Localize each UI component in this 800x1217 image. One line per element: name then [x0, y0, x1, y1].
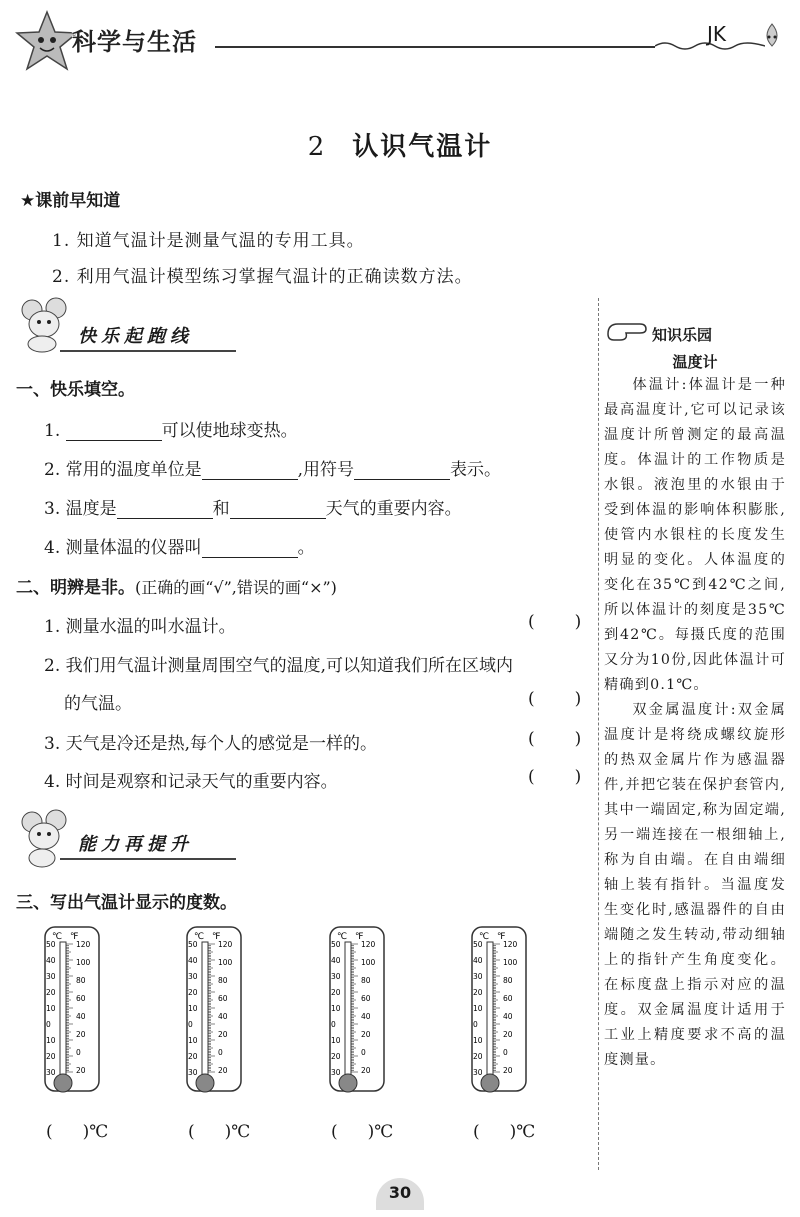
question-text: 3. 温度是 — [44, 499, 117, 519]
drop-mascot-icon — [760, 22, 784, 50]
sidebar-paragraph: 双金属温度计:双金属温度计是将绕成螺纹旋形的热双金属片作为感温器件,并把它装在保护套管内,其中一端固定,称为固定端,另一端连接在一根细轴上,称为自由端。在自由端细轴上装有指针。当温度发生变化时,感温器件的自由端随之发生转动,带动细轴上的指针产生角度变化。在标度盘上指示对应的温度。双金属温度计适用于工业上精度要求不高的温度测量。 — [604, 702, 786, 1068]
paren-close-unit: )℃ — [82, 1122, 109, 1142]
thermometer-3 — [329, 926, 385, 1102]
answer-blank[interactable] — [354, 461, 450, 480]
brand-title: 科学与生活 — [72, 28, 197, 56]
judge-item: 2. 我们用气温计测量周围空气的温度,可以知道我们所在区域内 — [44, 656, 514, 676]
section3-heading: 三、写出气温计显示的度数。 — [16, 893, 237, 913]
banner-title: 能力再提升 — [78, 834, 193, 855]
fahrenheit-tick-label: 100 — [503, 958, 518, 967]
thermometer-4 — [471, 926, 527, 1102]
celsius-tick-label: 30 — [188, 1068, 198, 1077]
fahrenheit-tick-label: 20 — [76, 1030, 86, 1039]
fahrenheit-tick-label: 100 — [76, 958, 91, 967]
paren-close-unit: )℃ — [367, 1122, 394, 1142]
fill-question-2 — [44, 455, 501, 480]
celsius-tick-label: 10 — [331, 1004, 341, 1013]
celsius-tick-label: 30 — [46, 1068, 56, 1077]
thermometer-2 — [186, 926, 242, 1102]
fill-question-3 — [44, 494, 462, 519]
answer-blank[interactable] — [202, 539, 298, 558]
celsius-tick-label: 50 — [46, 940, 56, 949]
fahrenheit-tick-label: 120 — [361, 940, 376, 949]
fahrenheit-tick-label: 20 — [76, 1066, 86, 1075]
answer-blank[interactable] — [202, 461, 298, 480]
celsius-tick-label: 30 — [331, 972, 341, 981]
banner-underline — [60, 350, 236, 352]
sidebar-divider — [598, 298, 599, 1170]
celsius-tick-label: 10 — [473, 1004, 483, 1013]
paren-open: ( — [528, 729, 535, 749]
celsius-tick-label: 40 — [46, 956, 56, 965]
celsius-tick-label: 50 — [473, 940, 483, 949]
fahrenheit-tick-label: 0 — [76, 1048, 81, 1057]
celsius-tick-label: 20 — [473, 1052, 483, 1061]
fahrenheit-tick-label: 80 — [361, 976, 371, 985]
paren-open: ( — [528, 767, 535, 787]
celsius-tick-label: 20 — [188, 988, 198, 997]
question-text: 。 — [297, 538, 315, 558]
celsius-tick-label: 10 — [188, 1004, 198, 1013]
celsius-tick-label: 20 — [331, 988, 341, 997]
fahrenheit-tick-label: 80 — [503, 976, 513, 985]
celsius-tick-label: 20 — [473, 988, 483, 997]
paren-open: ( — [528, 689, 535, 709]
thermometer-1 — [44, 926, 100, 1102]
thermometer-answer[interactable] — [473, 1122, 535, 1142]
celsius-tick-label: 10 — [46, 1036, 56, 1045]
edition-label: JK — [707, 22, 727, 46]
fahrenheit-tick-label: 60 — [503, 994, 513, 1003]
fahrenheit-tick-label: 0 — [503, 1048, 508, 1057]
fahrenheit-tick-label: 60 — [361, 994, 371, 1003]
lesson-title-text: 认识气温计 — [352, 132, 493, 162]
fahrenheit-tick-label: 80 — [218, 976, 228, 985]
answer-paren[interactable] — [528, 729, 581, 749]
paren-open: ( — [473, 1122, 480, 1142]
answer-blank[interactable] — [117, 500, 213, 519]
preview-heading: ★课前早知道 — [20, 191, 121, 211]
celsius-tick-label: 30 — [473, 1068, 483, 1077]
page-number: 30 — [376, 1178, 424, 1210]
fahrenheit-tick-label: 40 — [76, 1012, 86, 1021]
celsius-tick-label: 50 — [331, 940, 341, 949]
fahrenheit-tick-label: 40 — [218, 1012, 228, 1021]
fahrenheit-tick-label: 20 — [503, 1030, 513, 1039]
lesson-title — [0, 126, 800, 163]
unit-label: ℉ — [497, 932, 506, 942]
fahrenheit-tick-label: 80 — [76, 976, 86, 985]
question-text: ,用符号 — [297, 460, 355, 480]
fahrenheit-tick-label: 120 — [76, 940, 91, 949]
celsius-tick-label: 30 — [473, 972, 483, 981]
section1-heading: 一、快乐填空。 — [16, 380, 135, 400]
unit-label: ℃ — [479, 932, 490, 942]
preview-item: 1. 知道气温计是测量气温的专用工具。 — [52, 231, 365, 251]
paren-close: ) — [574, 689, 582, 709]
unit-label: ℉ — [212, 932, 221, 942]
celsius-tick-label: 20 — [46, 988, 56, 997]
fahrenheit-tick-label: 20 — [218, 1066, 228, 1075]
preview-item: 2. 利用气温计模型练习掌握气温计的正确读数方法。 — [52, 267, 473, 287]
celsius-tick-label: 10 — [188, 1036, 198, 1045]
fahrenheit-tick-label: 20 — [218, 1030, 228, 1039]
question-number: 1. — [44, 421, 61, 441]
paren-close: ) — [574, 729, 582, 749]
paren-close-unit: )℃ — [509, 1122, 536, 1142]
unit-label: ℉ — [355, 932, 364, 942]
unit-label: ℃ — [194, 932, 205, 942]
fahrenheit-tick-label: 120 — [218, 940, 233, 949]
fahrenheit-tick-label: 0 — [361, 1048, 366, 1057]
celsius-tick-label: 10 — [473, 1036, 483, 1045]
judge-item: 1. 测量水温的叫水温计。 — [44, 617, 236, 637]
answer-paren[interactable] — [528, 612, 581, 632]
fahrenheit-tick-label: 20 — [361, 1066, 371, 1075]
celsius-tick-label: 0 — [331, 1020, 336, 1029]
sidebar-body — [604, 373, 786, 1073]
fahrenheit-tick-label: 0 — [218, 1048, 223, 1057]
fahrenheit-tick-label: 40 — [361, 1012, 371, 1021]
fahrenheit-tick-label: 20 — [503, 1066, 513, 1075]
fahrenheit-tick-label: 60 — [218, 994, 228, 1003]
banner-underline — [60, 858, 236, 860]
mouse-mascot-icon — [14, 296, 76, 354]
pointing-hand-icon — [606, 320, 648, 342]
answer-paren[interactable] — [528, 689, 581, 709]
judge-item: 4. 时间是观察和记录天气的重要内容。 — [44, 772, 338, 792]
celsius-tick-label: 10 — [331, 1036, 341, 1045]
thermometer-answer[interactable] — [46, 1122, 108, 1142]
question-text: 4. 测量体温的仪器叫 — [44, 538, 202, 558]
answer-blank[interactable] — [66, 422, 162, 441]
lesson-number: 2 — [307, 132, 327, 162]
paren-open: ( — [188, 1122, 195, 1142]
sidebar-heading: 知识乐园 — [652, 326, 713, 344]
fahrenheit-tick-label: 40 — [503, 1012, 513, 1021]
celsius-tick-label: 40 — [473, 956, 483, 965]
fahrenheit-tick-label: 100 — [218, 958, 233, 967]
unit-label: ℃ — [52, 932, 63, 942]
paren-close-unit: )℃ — [224, 1122, 251, 1142]
banner-title: 快乐起跑线 — [78, 326, 193, 347]
celsius-tick-label: 20 — [46, 1052, 56, 1061]
celsius-tick-label: 30 — [188, 972, 198, 981]
unit-label: ℃ — [337, 932, 348, 942]
fill-question-4 — [44, 533, 315, 558]
celsius-tick-label: 0 — [46, 1020, 51, 1029]
question-text: 可以使地球变热。 — [161, 421, 298, 441]
celsius-tick-label: 30 — [331, 1068, 341, 1077]
sidebar-subheading: 温度计 — [672, 353, 718, 371]
judge-item: 3. 天气是冷还是热,每个人的感觉是一样的。 — [44, 734, 378, 754]
question-text: 表示。 — [450, 460, 502, 480]
celsius-tick-label: 30 — [46, 972, 56, 981]
celsius-tick-label: 0 — [188, 1020, 193, 1029]
unit-label: ℉ — [70, 932, 79, 942]
thermometer-answer[interactable] — [331, 1122, 393, 1142]
fahrenheit-tick-label: 20 — [361, 1030, 371, 1039]
celsius-tick-label: 20 — [188, 1052, 198, 1061]
section2-heading — [16, 573, 337, 598]
answer-paren[interactable] — [528, 767, 581, 787]
thermometer-answer[interactable] — [188, 1122, 250, 1142]
celsius-tick-label: 20 — [331, 1052, 341, 1061]
answer-blank[interactable] — [230, 500, 326, 519]
fahrenheit-tick-label: 120 — [503, 940, 518, 949]
question-text: 天气的重要内容。 — [325, 499, 462, 519]
celsius-tick-label: 10 — [46, 1004, 56, 1013]
celsius-tick-label: 40 — [188, 956, 198, 965]
header-rule — [215, 46, 655, 48]
question-text: 2. 常用的温度单位是 — [44, 460, 202, 480]
celsius-tick-label: 50 — [188, 940, 198, 949]
celsius-tick-label: 40 — [331, 956, 341, 965]
fahrenheit-tick-label: 100 — [361, 958, 376, 967]
celsius-tick-label: 0 — [473, 1020, 478, 1029]
paren-open: ( — [46, 1122, 53, 1142]
paren-close: ) — [574, 612, 582, 632]
judge-item-continued: 的气温。 — [64, 694, 132, 714]
section2-title: 二、明辨是非。 — [16, 578, 135, 598]
fahrenheit-tick-label: 60 — [76, 994, 86, 1003]
paren-open: ( — [528, 612, 535, 632]
fill-question-1 — [44, 416, 298, 441]
paren-open: ( — [331, 1122, 338, 1142]
paren-close: ) — [574, 767, 582, 787]
section2-note: (正确的画“√”,错误的画“×”) — [135, 578, 337, 597]
mouse-mascot-icon — [14, 808, 76, 870]
sidebar-paragraph: 体温计:体温计是一种最高温度计,它可以记录该温度计所曾测定的最高温度。体温计的工作物质是水银。液泡里的水银由于受到体温的影响体积膨胀,使管内水银柱的长度发生明显的变化。人体温度的变化在35℃到42℃之间,所以体温计的刻度是35℃到42℃。每摄氏度的范围又分为10份,因此体温计可精确到0.1℃。 — [604, 377, 786, 693]
question-text: 和 — [212, 499, 230, 519]
